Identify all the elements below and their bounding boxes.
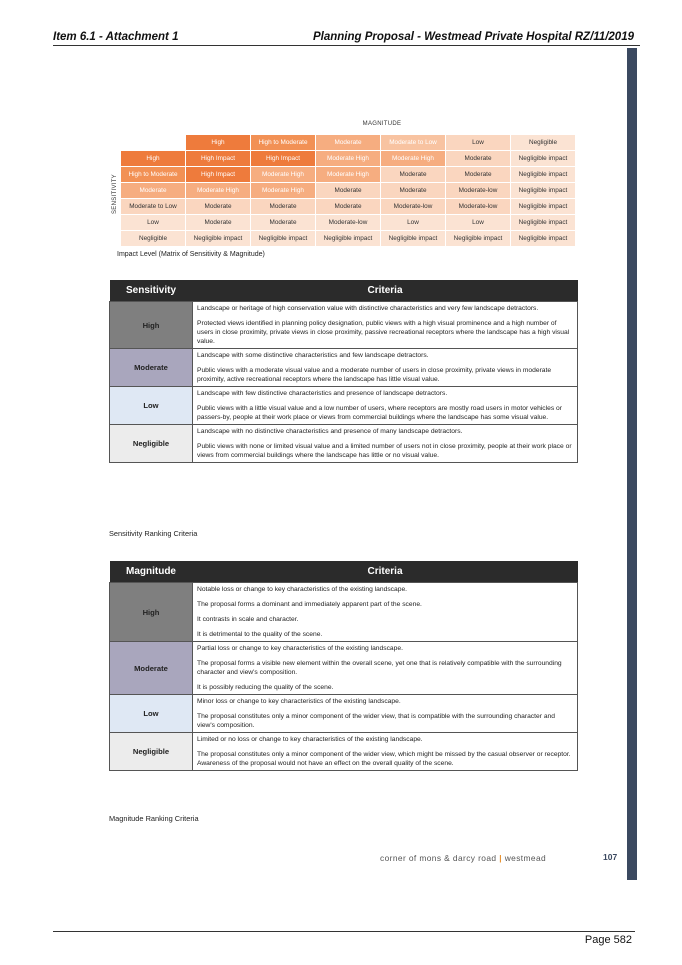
- criteria-text: Partial loss or change to key characteristics of the existing landscape.: [197, 645, 403, 652]
- row-label: Negligible: [110, 425, 193, 463]
- matrix-cell: Moderate: [446, 167, 510, 182]
- matrix-cell: Low: [381, 215, 445, 230]
- row-criteria: [193, 349, 578, 387]
- matrix-cell: Moderate High: [316, 151, 380, 166]
- matrix-cell: High Impact: [186, 151, 250, 166]
- impact-matrix: [120, 134, 576, 247]
- row-criteria: [193, 302, 578, 349]
- sensitivity-caption: Sensitivity Ranking Criteria: [109, 529, 198, 538]
- sensitivity-criteria-table: [109, 280, 578, 463]
- matrix-cell: Moderate: [316, 183, 380, 198]
- column-header: Criteria: [193, 280, 578, 302]
- matrix-cell: Moderate-low: [446, 183, 510, 198]
- table-row: [110, 695, 578, 733]
- matrix-cell: Moderate: [186, 199, 250, 214]
- table-row: [110, 583, 578, 642]
- criteria-text: Landscape with no distinctive characteristics and presence of many landscape detractors.: [197, 428, 463, 435]
- matrix-cell: Negligible impact: [511, 199, 575, 214]
- row-label: Low: [110, 695, 193, 733]
- matrix-row: [121, 151, 575, 166]
- table-row: [110, 387, 578, 425]
- matrix-cell: Negligible impact: [511, 183, 575, 198]
- matrix-cell: High Impact: [186, 167, 250, 182]
- row-criteria: [193, 695, 578, 733]
- matrix-cell: Moderate: [446, 151, 510, 166]
- matrix-caption: Impact Level (Matrix of Sensitivity & Magnitude): [117, 251, 265, 258]
- matrix-cell: Moderate: [251, 215, 315, 230]
- table-header-row: [110, 561, 578, 583]
- row-label: Moderate: [110, 642, 193, 695]
- matrix-row-header: High: [121, 151, 185, 166]
- matrix-cell: High Impact: [251, 151, 315, 166]
- criteria-text: Minor loss or change to key characteristics of the existing landscape.: [197, 698, 401, 705]
- criteria-text: It contrasts in scale and character.: [197, 616, 299, 623]
- header-attachment: Item 6.1 - Attachment 1: [53, 31, 179, 43]
- row-criteria: [193, 642, 578, 695]
- matrix-cell: Negligible impact: [511, 151, 575, 166]
- row-criteria: [193, 387, 578, 425]
- matrix-cell: Negligible impact: [511, 167, 575, 182]
- row-label: High: [110, 583, 193, 642]
- matrix-row: [121, 215, 575, 230]
- matrix-cell: Moderate High: [316, 167, 380, 182]
- matrix-cell: Negligible impact: [381, 231, 445, 246]
- matrix-cell: Negligible impact: [316, 231, 380, 246]
- table-row: [110, 349, 578, 387]
- page-number: Page 582: [584, 934, 632, 946]
- matrix-corner: [121, 135, 185, 150]
- criteria-text: The proposal constitutes only a minor component of the wider view, that is compatible with the surrounding character and view's composition.: [197, 713, 555, 729]
- matrix-col-header: High to Moderate: [251, 135, 315, 150]
- row-label: Moderate: [110, 349, 193, 387]
- row-criteria: [193, 733, 578, 771]
- row-criteria: [193, 583, 578, 642]
- document-page-number: 107: [603, 852, 618, 862]
- matrix-row: [121, 199, 575, 214]
- magnitude-caption: Magnitude Ranking Criteria: [109, 814, 199, 823]
- footer-tag-left: corner of mons & darcy road: [380, 853, 497, 863]
- magnitude-criteria-table: [109, 561, 578, 771]
- matrix-cell: Moderate-low: [316, 215, 380, 230]
- criteria-text: It is possibly reducing the quality of the scene.: [197, 684, 334, 691]
- criteria-text: The proposal forms a dominant and immediately apparent part of the scene.: [197, 601, 422, 608]
- table-row: [110, 733, 578, 771]
- matrix-row: [121, 167, 575, 182]
- matrix-col-header: Moderate: [316, 135, 380, 150]
- footer-location-tag: [380, 853, 546, 863]
- matrix-cell: Negligible impact: [511, 215, 575, 230]
- matrix-cell: Negligible impact: [251, 231, 315, 246]
- criteria-text: The proposal constitutes only a minor component of the wider view, which might be missed by the casual observer or receptor. Awareness of the proposal would not have an effect on the overall quality of the scene.: [197, 751, 571, 767]
- footer-divider: [53, 931, 635, 932]
- table-row: [110, 302, 578, 349]
- criteria-text: Public views with none or limited visual value and a limited number of users not in close proximity, people at their work place or views from commercial buildings where the landscape has little or no visual value.: [197, 443, 572, 459]
- criteria-text: Protected views identified in planning policy designation, public views with a high visual prominence and a high number of users in close proximity, private views in close proximity, passive recreational receptors where the landscape has a high visual value.: [197, 320, 570, 345]
- matrix-header-row: [121, 135, 575, 150]
- matrix-col-header: High: [186, 135, 250, 150]
- matrix-cell: Moderate High: [381, 151, 445, 166]
- criteria-text: Landscape or heritage of high conservation value with distinctive characteristics and very few landscape detractors.: [197, 305, 539, 312]
- matrix-sensitivity-label: SENSITIVITY: [112, 174, 118, 214]
- matrix-cell: Moderate-low: [381, 199, 445, 214]
- footer-tag-separator: |: [499, 853, 502, 863]
- row-label: High: [110, 302, 193, 349]
- matrix-cell: Negligible impact: [186, 231, 250, 246]
- matrix-cell: Moderate: [251, 199, 315, 214]
- criteria-text: Notable loss or change to key characteristics of the existing landscape.: [197, 586, 408, 593]
- matrix-col-header: Moderate to Low: [381, 135, 445, 150]
- matrix-cell: Moderate High: [186, 183, 250, 198]
- matrix-row: [121, 231, 575, 246]
- column-header: Sensitivity: [110, 280, 193, 302]
- criteria-text: Landscape with some distinctive characteristics and few landscape detractors.: [197, 352, 429, 359]
- matrix-cell: Negligible impact: [511, 231, 575, 246]
- row-label: Negligible: [110, 733, 193, 771]
- footer-tag-right: westmead: [504, 853, 547, 863]
- matrix-row: [121, 183, 575, 198]
- matrix-row-header: High to Moderate: [121, 167, 185, 182]
- column-header: Criteria: [193, 561, 578, 583]
- table-row: [110, 425, 578, 463]
- matrix-cell: Moderate: [186, 215, 250, 230]
- criteria-text: Public views with a little visual value and a low number of users, where receptors are mostly road users in motor vehicles or passers-by, people at their work place or views from commercial buildings where the landscape has some visual value.: [197, 405, 562, 421]
- criteria-text: Landscape with few distinctive characteristics and presence of landscape detractors.: [197, 390, 448, 397]
- row-criteria: [193, 425, 578, 463]
- row-label: Low: [110, 387, 193, 425]
- matrix-cell: Moderate-low: [446, 199, 510, 214]
- criteria-text: The proposal forms a visible new element within the overall scene, yet one that is relatively compatible with the surrounding character and view's composition.: [197, 660, 562, 676]
- matrix-row-header: Negligible: [121, 231, 185, 246]
- matrix-row-header: Low: [121, 215, 185, 230]
- header-divider: [53, 45, 640, 46]
- column-header: Magnitude: [110, 561, 193, 583]
- criteria-text: Limited or no loss or change to key characteristics of the existing landscape.: [197, 736, 423, 743]
- matrix-row-header: Moderate: [121, 183, 185, 198]
- matrix-col-header: Low: [446, 135, 510, 150]
- matrix-cell: Moderate High: [251, 167, 315, 182]
- matrix-col-header: Negligible: [511, 135, 575, 150]
- matrix-cell: Moderate: [381, 167, 445, 182]
- matrix-cell: Low: [446, 215, 510, 230]
- matrix-cell: Moderate High: [251, 183, 315, 198]
- table-header-row: [110, 280, 578, 302]
- table-row: [110, 642, 578, 695]
- matrix-cell: Moderate: [381, 183, 445, 198]
- matrix-cell: Negligible impact: [446, 231, 510, 246]
- criteria-text: It is detrimental to the quality of the scene.: [197, 631, 323, 638]
- header-title: Planning Proposal - Westmead Private Hospital RZ/11/2019: [312, 31, 634, 43]
- matrix-cell: Moderate: [316, 199, 380, 214]
- impact-matrix-table: [120, 134, 576, 247]
- page-side-bar: [627, 48, 637, 880]
- criteria-text: Public views with a moderate visual value and a moderate number of users in close proximity, private views in moderate proximity, active recreational receptors where the landscape has little visual value.: [197, 367, 552, 383]
- matrix-magnitude-label: MAGNITUDE: [362, 121, 402, 127]
- matrix-row-header: Moderate to Low: [121, 199, 185, 214]
